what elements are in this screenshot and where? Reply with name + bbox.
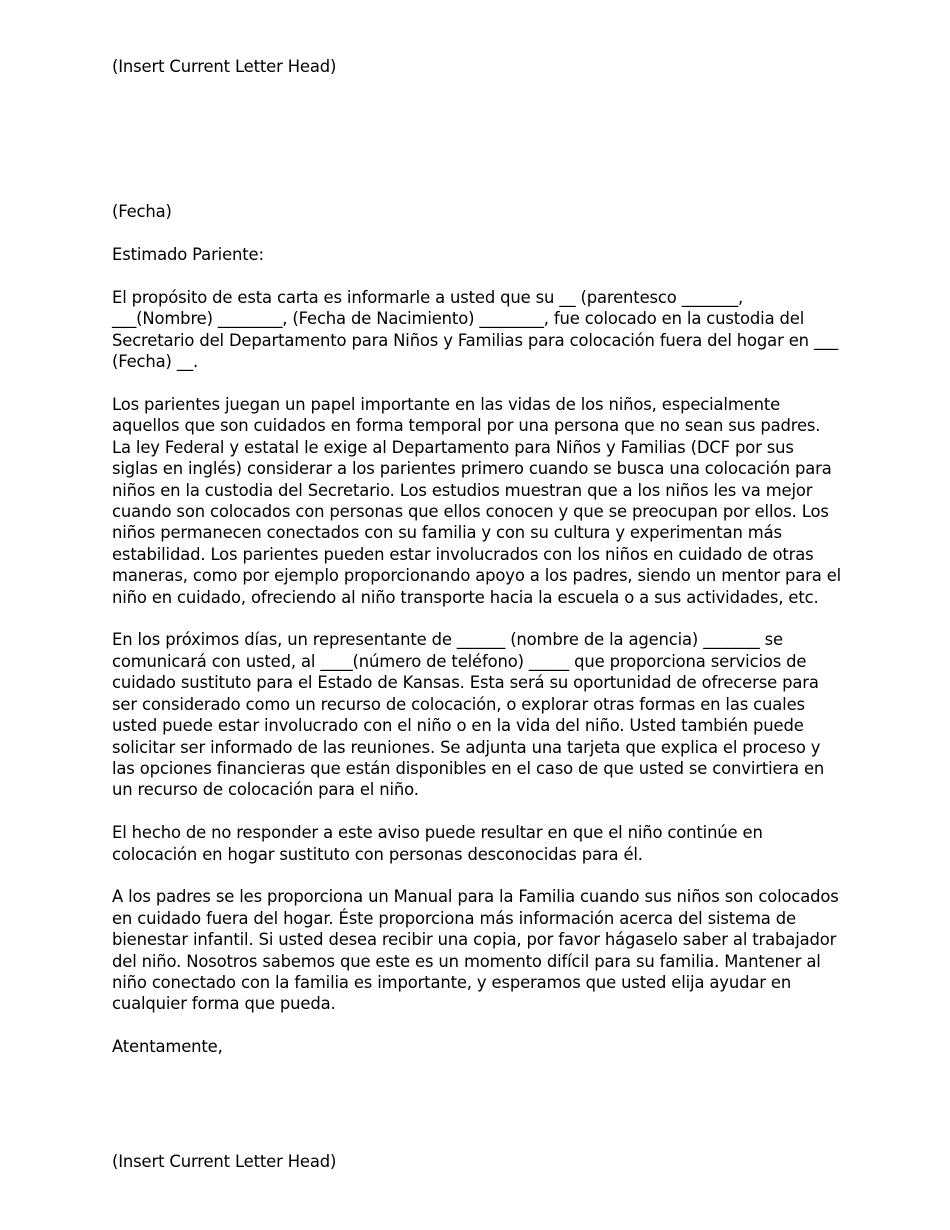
paragraph-relatives-role: Los parientes juegan un papel importante en las vidas de los niños, especialmente aquellos que son cuidados en forma temporal por una persona que no sean sus padres. La ley Federal y estatal le exige al Departamento para Niños y Familias (DCF por sus siglas en inglés) considerar a los parientes primero cuando se busca una colocación para niños en la custodia del Secretario. Los estudios muestran que a los niños les va mejor cuando son colocados con personas que ellos conocen y que se preocupan por ellos. Los niños permanecen conectados con su familia y con su cultura y experimentan más estabilidad. Los parientes pueden estar involucrados con los niños en cuidado de otras maneras, como por ejemplo proporcionando apoyo a los padres, siendo un mentor para el niño en cuidado, ofreciendo al niño transporte hacia la escuela o a sus actividades, etc. bbox=[112, 395, 842, 607]
letterhead-placeholder-bottom: (Insert Current Letter Head) bbox=[112, 1152, 337, 1171]
letter-body bbox=[112, 56, 842, 1058]
salutation: Estimado Pariente: bbox=[112, 245, 264, 265]
closing: Atentamente, bbox=[112, 1037, 223, 1057]
paragraph-agency-contact: En los próximos días, un representante de ______ (nombre de la agencia) _______ se comunicará con usted, al ____(número de teléfono) _____ que proporciona servicios de cuidado sustituto para el Estado de Kansas. Esta será su oportunidad de ofrecerse para ser considerado como un recurso de colocación, o explorar otras formas en las cuales usted puede estar involucrado con el niño o en la vida del niño. Usted también puede solicitar ser informado de las reuniones. Se adjunta una tarjeta que explica el proceso y las opciones financieras que están disponibles en el caso de que usted se convirtiera en un recurso de colocación para el niño. bbox=[112, 630, 825, 800]
letterhead-placeholder-top: (Insert Current Letter Head) bbox=[112, 57, 337, 76]
paragraph-no-response: El hecho de no responder a este aviso puede resultar en que el niño continúe en colocación en hogar sustituto con personas desconocidas para él. bbox=[112, 823, 763, 864]
paragraph-family-manual: A los padres se les proporciona un Manual para la Familia cuando sus niños son colocados en cuidado fuera del hogar. Éste proporciona más información acerca del sistema de bienestar infantil. Si usted desea recibir una copia, por favor hágaselo saber al trabajador del niño. Nosotros sabemos que este es un momento difícil para su familia. Mantener al niño conectado con la familia es importante, y esperamos que usted elija ayudar en cualquier forma que pueda. bbox=[112, 887, 839, 1014]
paragraph-purpose: El propósito de esta carta es informarle a usted que su __ (parentesco _______, ___(Nombre) ________, (Fecha de Nacimiento) ________, fue colocado en la custodia del Secretario del Departamento para Niños y Familias para colocación fuera del hogar en ___ (Fecha) __. bbox=[112, 288, 839, 372]
date-placeholder: (Fecha) bbox=[112, 202, 172, 222]
